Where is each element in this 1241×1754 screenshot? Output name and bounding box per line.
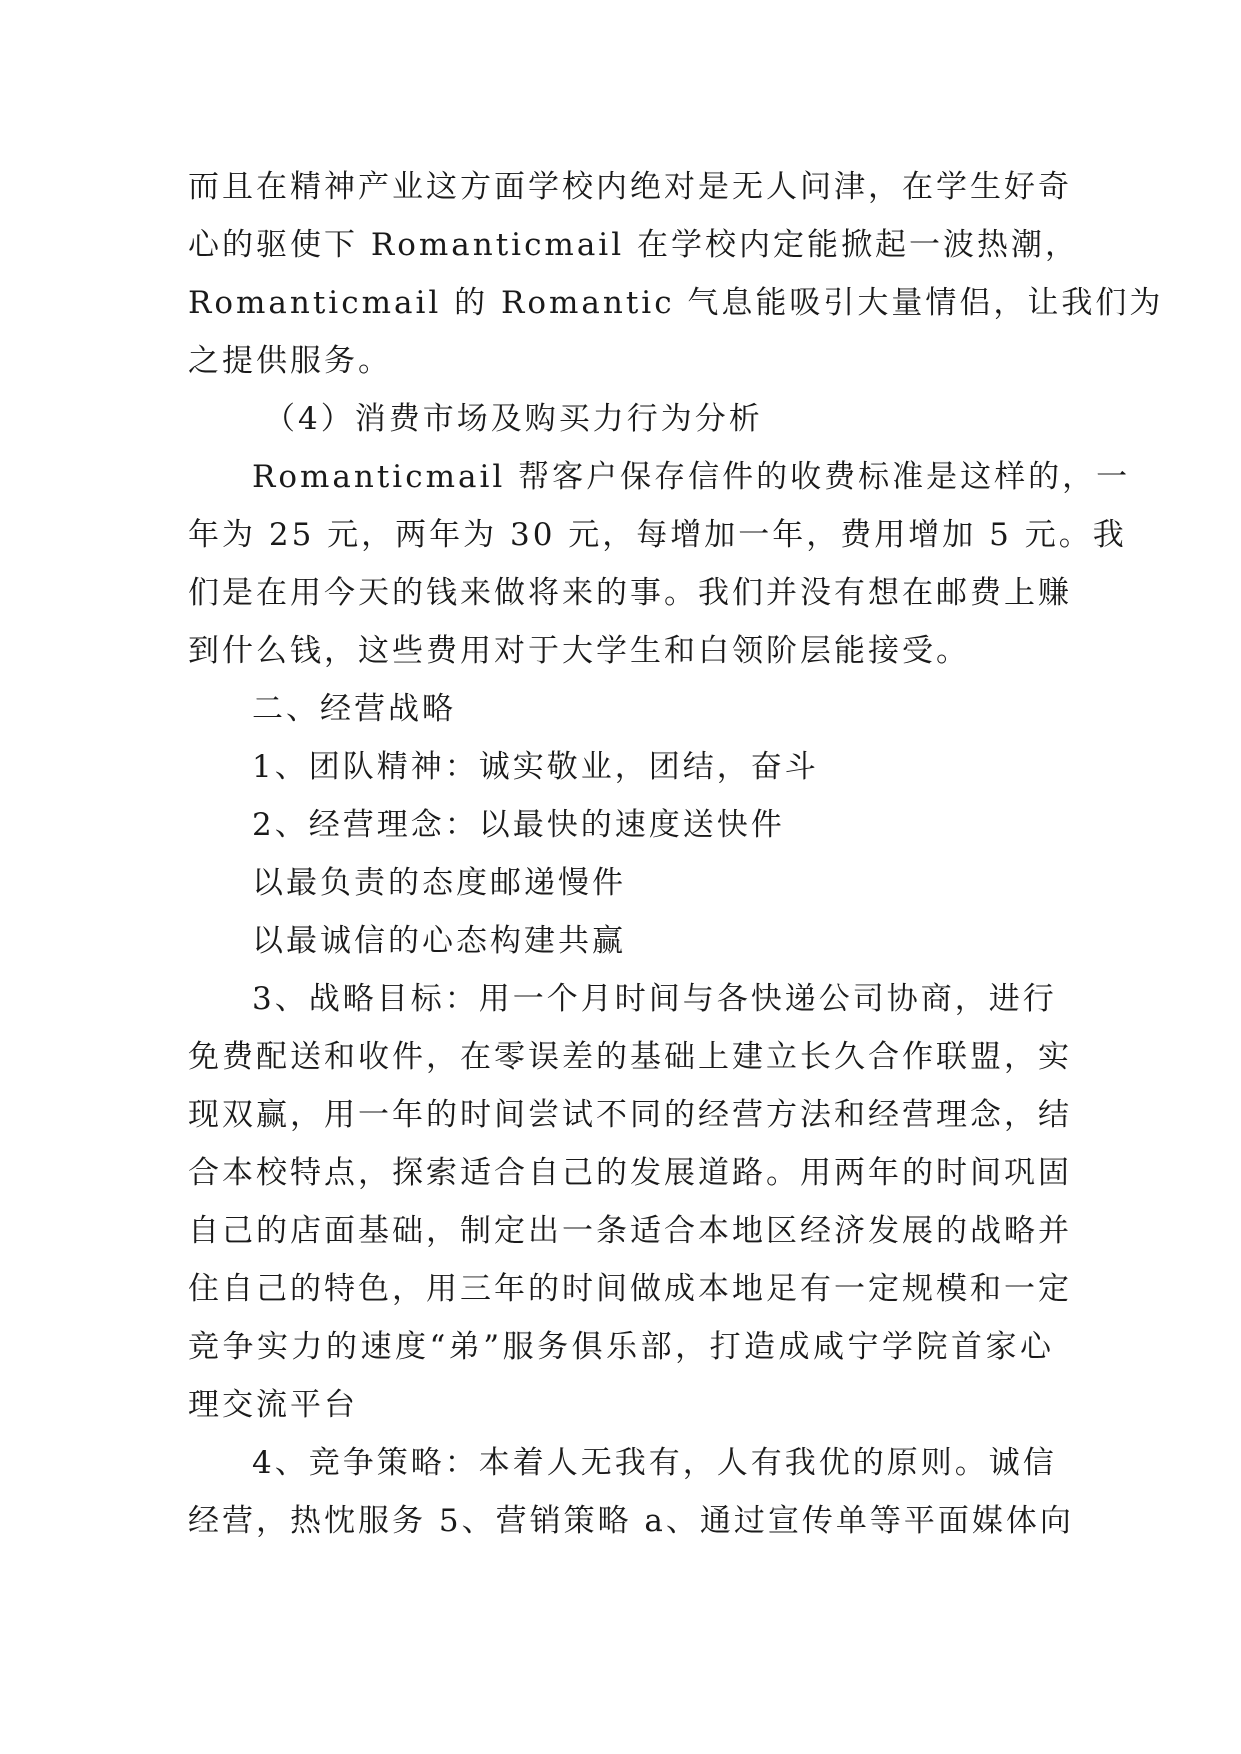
text-line: 2、经营理念：以最快的速度送快件 xyxy=(252,807,785,843)
text-line: 1、团队精神：诚实敬业，团结，奋斗 xyxy=(252,749,819,785)
section-heading: 二、经营战略 xyxy=(252,691,456,727)
text-line: 以最负责的态度邮递慢件 xyxy=(252,865,626,901)
text-line: 们是在用今天的钱来做将来的事。我们并没有想在邮费上赚 xyxy=(188,575,1072,611)
text-line: 年为 25 元，两年为 30 元，每增加一年，费用增加 5 元。我 xyxy=(188,517,1127,553)
text-line: 竞争实力的速度“弟”服务俱乐部，打造成咸宁学院首家心 xyxy=(188,1329,1054,1365)
text-line: 合本校特点，探索适合自己的发展道路。用两年的时间巩固 xyxy=(188,1155,1072,1191)
text-line: 住自己的特色，用三年的时间做成本地足有一定规模和一定 xyxy=(188,1271,1072,1307)
document-body xyxy=(188,158,1164,1550)
text-line: 之提供服务。 xyxy=(188,343,392,379)
text-line: Romanticmail 的 Romantic 气息能吸引大量情侣，让我们为 xyxy=(188,285,1164,321)
text-line: 自己的店面基础，制定出一条适合本地区经济发展的战略并 xyxy=(188,1213,1072,1249)
text-line: 现双赢，用一年的时间尝试不同的经营方法和经营理念，结 xyxy=(188,1097,1072,1133)
section-heading: （4）消费市场及购买力行为分析 xyxy=(264,401,763,437)
text-line: 理交流平台 xyxy=(188,1387,358,1423)
text-line: 3、战略目标：用一个月时间与各快递公司协商，进行 xyxy=(252,981,1057,1017)
text-line: 心的驱使下 Romanticmail 在学校内定能掀起一波热潮， xyxy=(188,227,1079,263)
text-line: 以最诚信的心态构建共赢 xyxy=(252,923,626,959)
text-line: 免费配送和收件，在零误差的基础上建立长久合作联盟，实 xyxy=(188,1039,1072,1075)
text-line: 4、竞争策略：本着人无我有，人有我优的原则。诚信 xyxy=(252,1445,1057,1481)
text-line: Romanticmail 帮客户保存信件的收费标准是这样的，一 xyxy=(252,459,1131,495)
text-line: 到什么钱，这些费用对于大学生和白领阶层能接受。 xyxy=(188,633,970,669)
text-line: 经营，热忱服务 5、营销策略 a、通过宣传单等平面媒体向 xyxy=(188,1503,1074,1539)
text-line: 而且在精神产业这方面学校内绝对是无人问津，在学生好奇 xyxy=(188,169,1072,205)
